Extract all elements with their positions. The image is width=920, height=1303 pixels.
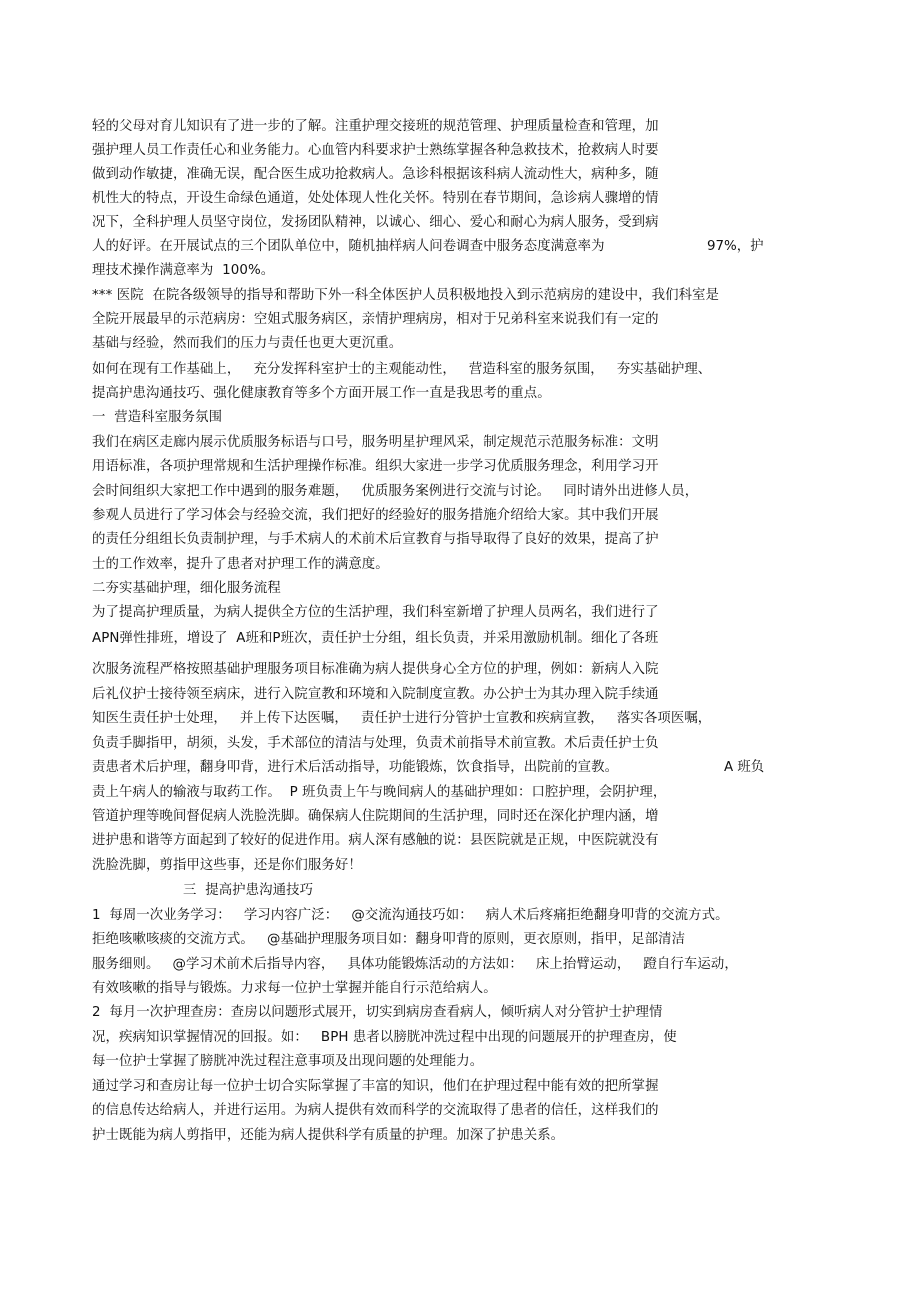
text-line: 提高护患沟通技巧、强化健康教育等多个方面开展工作一直是我思考的重点。 (92, 386, 551, 401)
text-line: 2 每月一次护理查房：查房以问题形式展开，切实到病房查看病人，倾听病人对分管护士护理情 (92, 1005, 663, 1020)
text-line: 士的工作效率，提升了患者对护理工作的满意度。 (92, 557, 389, 572)
text-line: 强护理人员工作责任心和业务能力。心血管内科要求护士熟练掌握各种急救技术，抢救病人时要 (92, 143, 659, 158)
text-line: 后礼仪护士接待领至病床，进行入院宣教和环境和入院制度宣教。办公护士为其办理入院手续通 (92, 687, 659, 702)
text-line: 理技术操作满意率为 100%。 (92, 263, 275, 278)
a-shift-text: A 班负 (724, 760, 765, 775)
text-line: 况，疾病知识掌握情况的回报。如： BPH 患者以膀胱冲洗过程中出现的问题展开的护理查房，使 (92, 1030, 677, 1045)
text-line: 责患者术后护理，翻身叩背，进行术后活动指导，功能锻炼，饮食指导，出院前的宣教。 (92, 760, 619, 775)
text-line: 的责任分组组长负责制护理，与手术病人的术前术后宣教育与指导取得了良好的效果，提高了护 (92, 532, 659, 547)
text-line: 知医生责任护士处理， 并上传下达医嘱， 责任护士进行分管护士宣教和疾病宣教， 落实各项医嘱， (92, 711, 712, 726)
text-line: 做到动作敏捷，准确无误，配合医生成功抢救病人。急诊科根据该科病人流动性大，病种多，随 (92, 167, 659, 182)
text-line: 如何在现有工作基础上， 充分发挥科室护士的主观能动性， 营造科室的服务氛围， 夯实基础护理、 (92, 362, 712, 377)
text-line: 进护患和谐等方面起到了较好的促进作用。病人深有感触的说：县医院就是正规，中医院就没有 (92, 833, 659, 848)
text-line: 有效咳嗽的指导与锻炼。力求每一位护士掌握并能自行示范给病人。 (92, 981, 497, 996)
text-line: 基础与经验，然而我们的压力与责任也更大更沉重。 (92, 336, 403, 351)
text-line: 轻的父母对育儿知识有了进一步的了解。注重护理交接班的规范管理、护理质量检查和管理，加 (92, 119, 659, 134)
text-line: 通过学习和查房让每一位护士切合实际掌握了丰富的知识，他们在护理过程中能有效的把所掌握 (92, 1079, 659, 1094)
text-line: 服务细则。 @学习术前术后指导内容， 具体功能锻炼活动的方法如： 床上抬臂运动， 蹬自行车运动， (92, 957, 738, 972)
text-line: 管道护理等晚间督促病人洗脸洗脚。确保病人住院期间的生活护理，同时还在深化护理内涵，增 (92, 809, 659, 824)
text-line: 全院开展最早的示范病房：空姐式服务病区，亲情护理病房，相对于兄弟科室来说我们有一定的 (92, 312, 659, 327)
section-heading-3: 三 提高护患沟通技巧 (183, 883, 314, 898)
text-line: 负责手脚指甲，胡须，头发，手术部位的清洁与处理，负责术前指导术前宣教。术后责任护士负 (92, 736, 659, 751)
text-line: 况下，全科护理人员坚守岗位，发扬团队精神，以诚心、细心、爱心和耐心为病人服务，受到病 (92, 215, 659, 230)
text-line: 1 每周一次业务学习： 学习内容广泛： @交流沟通技巧如： 病人术后疼痛拒绝翻身叩背的交流方式。 (92, 908, 729, 923)
text-line: 责上午病人的输液与取药工作。 P 班负责上午与晚间病人的基础护理如：口腔护理，会阴护理， (92, 785, 667, 800)
section-heading-1: 一 营造科室服务氛围 (92, 410, 223, 425)
text-line: 用语标准，各项护理常规和生活护理操作标准。组织大家进一步学习优质服务理念，利用学习开 (92, 459, 659, 474)
text-line: 机性大的特点，开设生命绿色通道，处处体现人性化关怀。特别在春节期间，急诊病人骤增的情 (92, 191, 659, 206)
text-line: 拒绝咳嗽咳痰的交流方式。 @基础护理服务项目如：翻身叩背的原则，更衣原则，指甲，足部清洁 (92, 932, 686, 947)
text-line: 会时间组织大家把工作中遇到的服务难题， 优质服务案例进行交流与讨论。 同时请外出进修人员， (92, 484, 699, 499)
text-line: 我们在病区走廊内展示优质服务标语与口号，服务明星护理风采，制定规范示范服务标准：文明 (92, 435, 659, 450)
text-line: 人的好评。在开展试点的三个团队单位中，随机抽样病人问卷调查中服务态度满意率为 (92, 239, 605, 254)
text-line: 洗脸洗脚，剪指甲这些事，还是你们服务好！ (92, 858, 362, 873)
text-line: *** 医院 在院各级领导的指导和帮助下外一科全体医护人员积极地投入到示范病房的建设中，我们科室是 (92, 288, 720, 303)
text-line: 护士既能为病人剪指甲，还能为病人提供科学有质量的护理。加深了护患关系。 (92, 1128, 565, 1143)
text-line: 参观人员进行了学习体会与经验交流，我们把好的经验好的服务措施介绍给大家。其中我们开展 (92, 508, 659, 523)
text-line: 为了提高护理质量，为病人提供全方位的生活护理，我们科室新增了护理人员两名，我们进行了 (92, 605, 659, 620)
text-line: 每一位护士掌握了膀胱冲洗过程注意事项及出现问题的处理能力。 (92, 1054, 484, 1069)
text-line: 的信息传达给病人，并进行运用。为病人提供有效而科学的交流取得了患者的信任，这样我们的 (92, 1103, 659, 1118)
section-heading-2: 二夯实基础护理，细化服务流程 (92, 581, 281, 596)
text-line: APN弹性排班，增设了 A班和P班次，责任护士分组，组长负责，并采用激励机制。细化了各班 (92, 631, 659, 646)
satisfaction-rate-text: 97%，护 (707, 239, 764, 254)
text-line: 次服务流程严格按照基础护理服务项目标准确为病人提供身心全方位的护理，例如：新病人入院 (92, 662, 659, 677)
